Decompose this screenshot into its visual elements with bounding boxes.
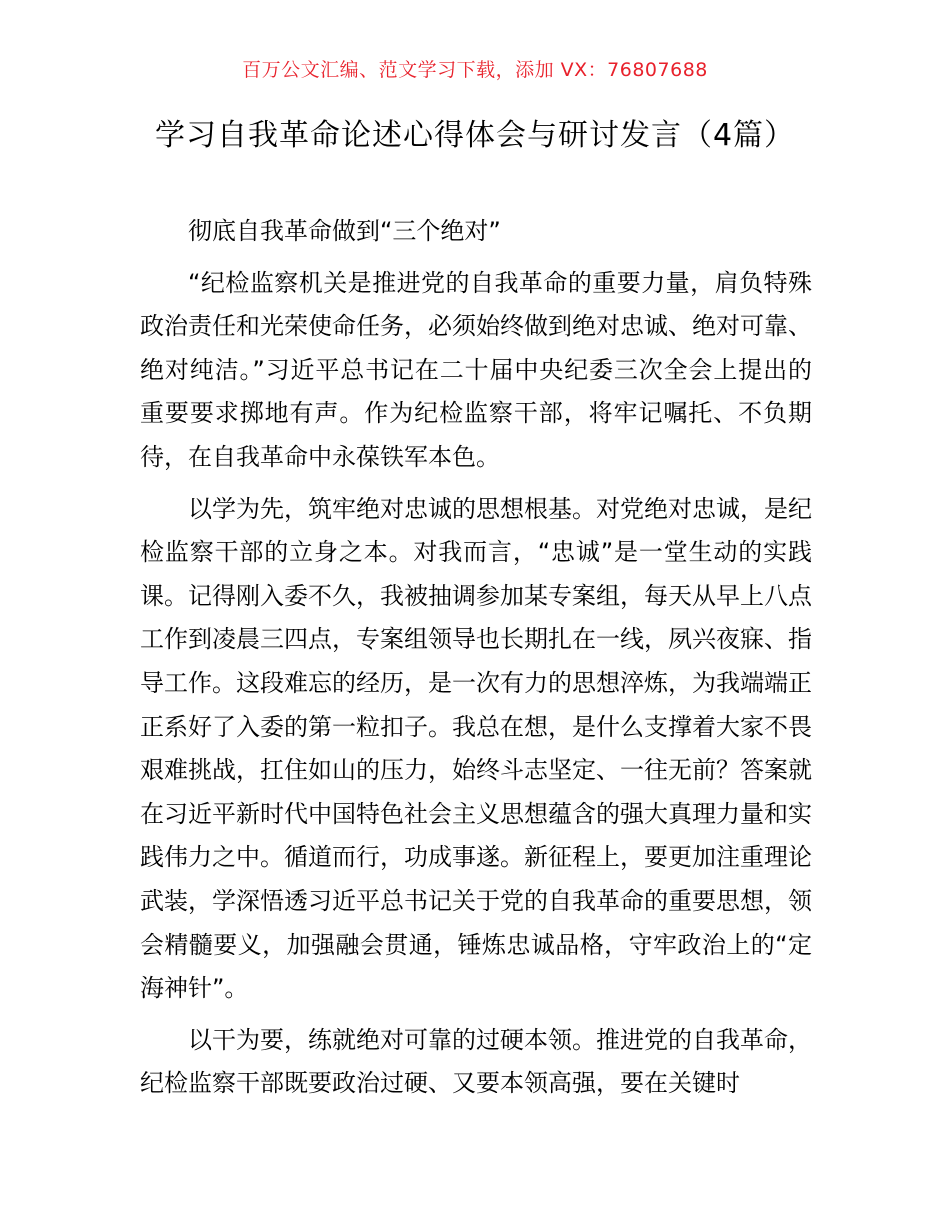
- body-paragraph: 以学为先，筑牢绝对忠诚的思想根基。对党绝对忠诚，是纪检监察干部的立身之本。对我而言，“忠诚”是一堂生动的实践课。记得刚入委不久，我被抽调参加某专案组，每天从早上八点工作到凌晨三四点，专案组领导也长期扎在一线，夙兴夜寐、指导工作。这段难忘的经历，是一次有力的思想淬炼，为我端端正正系好了入委的第一粒扣子。我总在想，是什么支撑着大家不畏艰难挑战，扛住如山的压力，始终斗志坚定、一往无前？答案就在习近平新时代中国特色社会主义思想蕴含的强大真理力量和实践伟力之中。循道而行，功成事遂。新征程上，要更加注重理论武装，学深悟透习近平总书记关于党的自我革命的重要思想，领会精髓要义，加强融会贯通，锤炼忠诚品格，守牢政治上的“定海神针”。: [140, 494, 812, 1003]
- body-paragraph: “纪检监察机关是推进党的自我革命的重要力量，肩负特殊政治责任和光荣使命任务，必须始终做到绝对忠诚、绝对可靠、绝对纯洁。”习近平总书记在二十届中央纪委三次全会上提出的重要要求掷地有声。作为纪检监察干部，将牢记嘱托、不负期待，在自我革命中永葆铁军本色。: [140, 268, 812, 471]
- header-watermark-note: 百万公文汇编、范文学习下载，添加 VX：76807688: [242, 59, 708, 81]
- body-paragraph: 以干为要，练就绝对可靠的过硬本领。推进党的自我革命，纪检监察干部既要政治过硬、又要本领高强，要在关键时: [140, 1025, 812, 1098]
- document-title: 学习自我革命论述心得体会与研讨发言（4篇）: [154, 118, 796, 153]
- section-heading: 彻底自我革命做到“三个绝对”: [188, 217, 501, 245]
- document-body: [140, 210, 812, 1114]
